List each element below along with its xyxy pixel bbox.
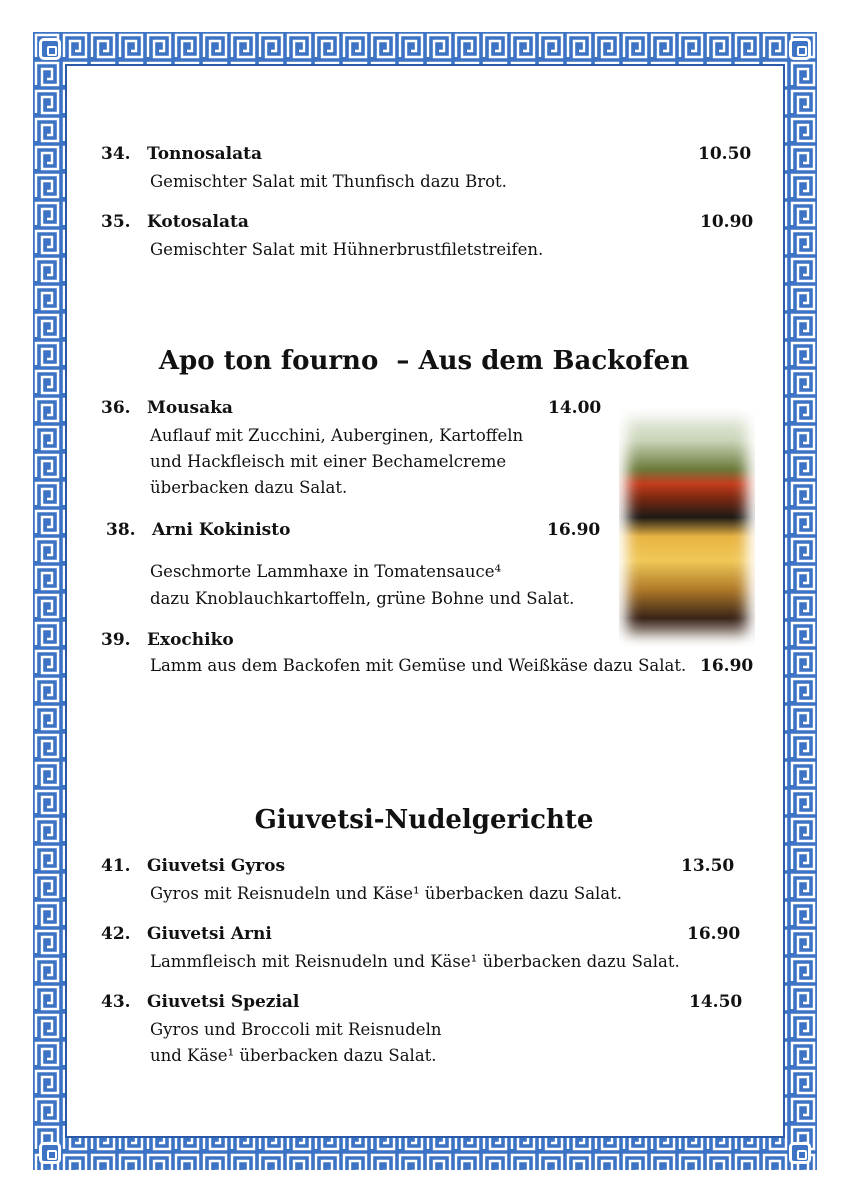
item-number: 36. — [101, 398, 131, 418]
item-price: 14.50 — [689, 992, 743, 1012]
item-name: Exochiko — [147, 630, 234, 650]
corner-ornament — [789, 1142, 811, 1164]
section-heading-pasta: Giuvetsi-Nudelgerichte — [254, 805, 594, 835]
item-number: 35. — [101, 212, 131, 232]
item-description: überbacken dazu Salat. — [150, 478, 348, 497]
item-price: 16.90 — [700, 656, 754, 676]
item-price: 14.00 — [548, 398, 602, 418]
item-name: Mousaka — [147, 398, 233, 418]
item-description: dazu Knoblauchkartoffeln, grüne Bohne und Salat. — [150, 589, 575, 608]
moussaka-photo — [619, 407, 755, 647]
item-name: Giuvetsi Gyros — [147, 856, 286, 876]
item-number: 34. — [101, 144, 131, 164]
section-heading-oven: Apo ton fourno – Aus dem Backofen — [158, 346, 690, 376]
item-number: 43. — [101, 992, 131, 1012]
item-price: 10.90 — [700, 212, 754, 232]
item-number: 41. — [101, 856, 131, 876]
item-name: Kotosalata — [147, 212, 249, 232]
item-description: Auflauf mit Zucchini, Auberginen, Kartoffeln — [150, 426, 524, 445]
item-number: 38. — [106, 520, 136, 540]
item-description: Lammfleisch mit Reisnudeln und Käse¹ überbacken dazu Salat. — [150, 952, 680, 971]
item-description: und Käse¹ überbacken dazu Salat. — [150, 1046, 437, 1065]
item-description: Gemischter Salat mit Hühnerbrustfiletstreifen. — [150, 240, 544, 259]
item-name: Tonnosalata — [147, 144, 263, 164]
item-description: Gyros und Broccoli mit Reisnudeln — [150, 1020, 442, 1039]
item-price: 13.50 — [681, 856, 735, 876]
corner-ornament — [39, 38, 61, 60]
corner-ornament — [789, 38, 811, 60]
item-description: und Hackfleisch mit einer Bechamelcreme — [150, 452, 507, 471]
item-description: Lamm aus dem Backofen mit Gemüse und Weißkäse dazu Salat. — [150, 656, 687, 675]
item-description: Gemischter Salat mit Thunfisch dazu Brot. — [150, 172, 507, 191]
item-name: Giuvetsi Arni — [147, 924, 272, 944]
item-name: Giuvetsi Spezial — [147, 992, 300, 1012]
item-name: Arni Kokinisto — [152, 520, 291, 540]
item-description: Geschmorte Lammhaxe in Tomatensauce⁴ — [150, 562, 502, 581]
item-number: 39. — [101, 630, 131, 650]
item-price: 16.90 — [547, 520, 601, 540]
corner-ornament — [39, 1142, 61, 1164]
item-number: 42. — [101, 924, 131, 944]
item-price: 10.50 — [698, 144, 752, 164]
item-price: 16.90 — [687, 924, 741, 944]
item-description: Gyros mit Reisnudeln und Käse¹ überbacken dazu Salat. — [150, 884, 623, 903]
